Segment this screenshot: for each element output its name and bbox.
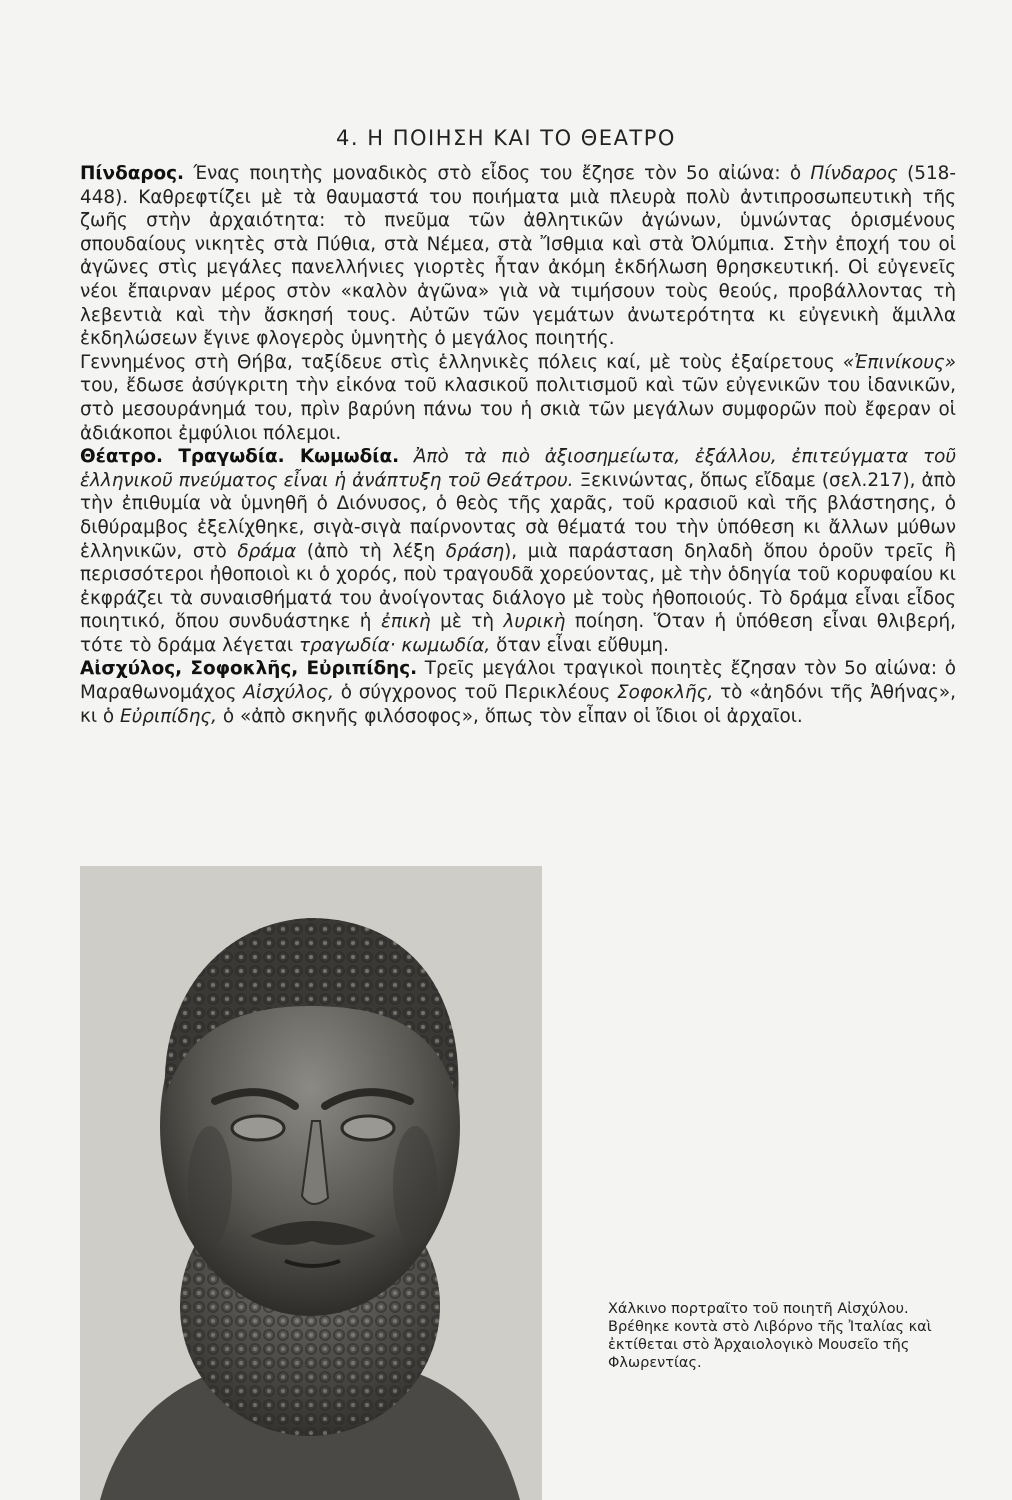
italic-span: λυρικὴ [503, 611, 566, 633]
bust-illustration [80, 866, 542, 1500]
text-span: Ένας ποιητὴς μοναδικὸς στὸ εἶδος του ἔζησε τὸν 5ο αἰώνα: ὁ [184, 163, 811, 184]
text-span: του, ἔδωσε ἀσύγκριτη τὴν εἰκόνα τοῦ κλασικοῦ πολιτισμοῦ καὶ τῶν εὐγενικῶν του ἰδανικῶν, στὸ μεσουράνημά του, πρὶν βαρύνη πάνω του ἡ σκιὰ τῶν μεγάλων συμφορῶν ποὺ ἔφεραν οἱ ἀδιάκοποι ἐμφύλιοι πόλεμοι. [80, 375, 956, 444]
text-span: ποίηση. Ὅταν ἡ ὑπόθεση εἶναι θλιβερή, τότε τὸ δράμα λέγεται [80, 611, 956, 656]
italic-span: ἐπικὴ [380, 611, 431, 633]
photo-caption: Χάλκινο πορτραῖτο τοῦ ποιητῆ Αἰσχύλου. Βρέθηκε κοντὰ στὸ Λιβόρνο τῆς Ἰταλίας καὶ ἐκτίθεται στὸ Ἀρχαιολογικὸ Μουσεῖο τῆς Φλωρεντίας. [608, 1301, 932, 1371]
text-span: ὁ «ἀπὸ σκηνῆς φιλόσοφος», ὅπως τὸν εἶπαν οἱ ἴδιοι οἱ ἀρχαῖοι. [217, 705, 803, 727]
paragraph-theatre [80, 445, 956, 657]
body-text [80, 162, 956, 728]
italic-span: Πίνδαρος [810, 163, 898, 184]
text-span: τὸ «ἀηδόνι τῆς Ἀθήνας», κι ὁ [80, 682, 956, 727]
heading-pindaros: Πίνδαρος. [80, 163, 185, 184]
page-title: 4. Η ΠΟΙΗΣΗ ΚΑΙ ΤΟ ΘΕΑΤΡΟ [336, 126, 676, 150]
text-span: (518-448). Καθρεφτίζει μὲ τὰ θαυμαστά του ποιήματα μιὰ πλευρὰ πολὺ ἀντιπροσωπευτικὴ τῆς ζωῆς στὴν ἀρχαιότητα: τὸ πνεῦμα τῶν ἀθλητικῶν ἀγώνων, ὑμνώντας ὁρισμένους σπουδαίους νικητὲς στὰ Πύθια, στὰ Νέμεα, στὰ Ἴσθμια καὶ στὰ Ὀλύμπια. Στὴν ἐποχή του οἱ ἀγῶνες στὶς μεγάλες πανελλήνιες γιορτὲς ἦταν ἀκόμη ἐκδήλωση θρησκευτική. Οἱ εὐγενεῖς νέοι ἔπαιρναν μέρος στὸν «καλὸν ἀγῶνα» γιὰ νὰ τιμήσουν τοὺς θεούς, προβάλλοντας τὴ λεβεντιὰ καὶ τὴν ἄσκησή τους. Αὐτῶν τῶν γεμάτων ἀνωτερότητα κι εὐγενικὴ ἅμιλλα ἐκδηλώσεων ἔγινε φλογερὸς ὑμνητὴς ὁ μεγάλος ποιητής. [80, 163, 956, 350]
text-span: ὁ σύγχρονος τοῦ Περικλέους [333, 682, 618, 704]
italic-span: τραγωδία· κωμωδία, [298, 634, 491, 656]
italic-span: δράμα [237, 540, 297, 562]
paragraph-tragedians [80, 657, 956, 728]
paragraph-pindaros [80, 162, 956, 351]
text-span: Τρεῖς μεγάλοι τραγικοὶ ποιητὲς ἔζησαν τὸν 5ο αἰώνα: ὁ Μαραθωνομάχος [80, 658, 956, 704]
text-span: ὅταν εἶναι εὔθυμη. [490, 634, 669, 656]
text-span: μὲ τὴ [430, 611, 504, 633]
italic-span: Αἰσχύλος, [243, 682, 334, 704]
text-span: (ἀπὸ τὴ λέξη [296, 540, 446, 562]
paragraph-pindaros-2 [80, 351, 956, 445]
italic-span: δράση [445, 540, 505, 562]
italic-span: Εὐριπίδης, [120, 705, 218, 727]
heading-tragedians: Αἰσχύλος, Σοφοκλῆς, Εὐριπίδης. [80, 658, 418, 680]
aeschylus-bust-photo [80, 866, 542, 1500]
italic-span: Ἀπὸ τὰ πιὸ ἀξιοσημείωτα, ἐξάλλου, ἐπιτεύγματα τοῦ ἑλληνικοῦ πνεύματος εἶναι ἡ ἀνάπτυξη τοῦ Θεάτρου. [80, 446, 956, 491]
text-span: Ξεκινώντας, ὅπως εἴδαμε (σελ.217), ἀπὸ τὴν ἐπιθυμία νὰ ὑμνηθῆ ὁ Διόνυσος, ὁ θεὸς τῆς χαρᾶς, τοῦ κρασιοῦ καὶ τῆς βλάστησης, ὁ διθύραμβος ἐξελίχθηκε, σιγὰ-σιγὰ παίρνοντας σὰ θέματά του τὴν ὑπόθεση κι ἄλλων μύθων ἑλληνικῶν, στὸ [80, 469, 956, 562]
text-span: ), μιὰ παράσταση δηλαδὴ ὅπου ὁροῦν τρεῖς ἢ περισσότεροι ἠθοποιοὶ κι ὁ χορός, ποὺ τραγουδᾶ χορεύοντας, μὲ τὴν ὁδηγία τοῦ κορυφαίου κι ἐκφράζει τὰ συναισθήματά του ἀνοίγοντας διάλογο μὲ τοὺς ἠθοποιούς. Τὸ δράμα εἶναι εἶδος ποιητικό, ὅπου συνδυάστηκε ἡ [80, 540, 956, 633]
italic-span: «Ἐπινίκους» [842, 351, 956, 373]
text-span: Γεννημένος στὴ Θήβα, ταξίδευε στὶς ἑλληνικὲς πόλεις καί, μὲ τοὺς ἐξαίρετους [80, 351, 843, 373]
heading-theatre: Θέατρο. Τραγωδία. Κωμωδία. [80, 446, 400, 468]
italic-span: Σοφοκλῆς, [617, 682, 714, 704]
